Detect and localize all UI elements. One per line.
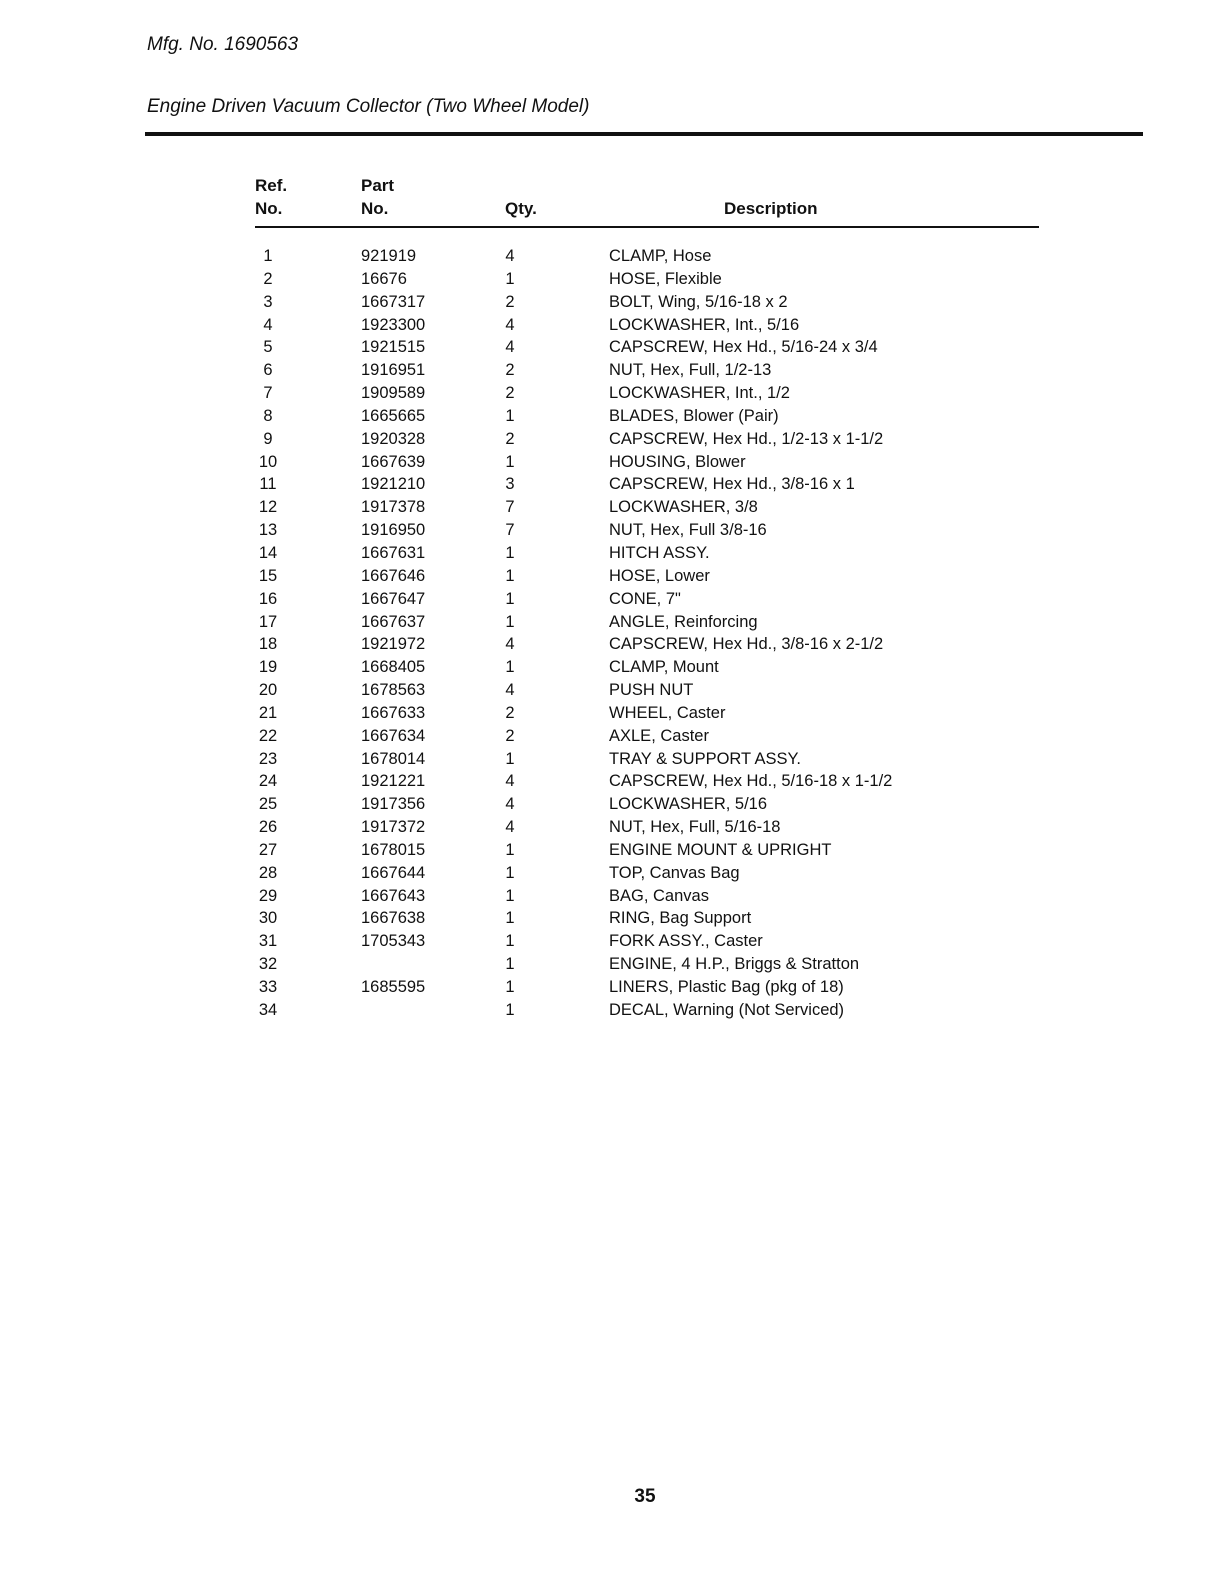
- table-row: [0, 770, 1218, 793]
- qty-cell: 3: [505, 475, 515, 494]
- description-cell: NUT, Hex, Full, 5/16-18: [609, 818, 781, 837]
- part-number-cell: 1917378: [361, 498, 426, 517]
- table-row: [0, 359, 1218, 382]
- description-cell: ANGLE, Reinforcing: [609, 612, 758, 631]
- description-cell: BAG, Canvas: [609, 886, 709, 905]
- qty-cell: 4: [505, 681, 515, 700]
- ref-number-cell: 19: [258, 658, 278, 677]
- title-divider: [145, 132, 1143, 136]
- ref-number-cell: 23: [258, 749, 278, 768]
- description-cell: WHEEL, Caster: [609, 703, 726, 722]
- description-cell: NUT, Hex, Full, 1/2-13: [609, 361, 772, 380]
- column-header-ref: [255, 174, 287, 220]
- qty-cell: 4: [505, 772, 515, 791]
- table-row: [0, 519, 1218, 542]
- ref-number-cell: 28: [258, 863, 278, 882]
- ref-number-cell: 11: [259, 475, 277, 494]
- description-cell: LOCKWASHER, Int., 5/16: [609, 315, 800, 334]
- table-row: [0, 268, 1218, 291]
- description-cell: TRAY & SUPPORT ASSY.: [609, 749, 801, 768]
- description-cell: NUT, Hex, Full 3/8-16: [609, 521, 767, 540]
- part-number-cell: 1920328: [361, 429, 426, 448]
- table-row: [0, 428, 1218, 451]
- description-cell: CAPSCREW, Hex Hd., 1/2-13 x 1-1/2: [609, 429, 884, 448]
- qty-cell: 1: [505, 406, 515, 425]
- table-row: [0, 999, 1218, 1022]
- qty-cell: 2: [505, 361, 515, 380]
- ref-number-cell: 30: [258, 909, 278, 928]
- table-row: [0, 976, 1218, 999]
- qty-cell: 1: [505, 955, 515, 974]
- qty-cell: 1: [505, 1000, 515, 1019]
- description-cell: RING, Bag Support: [609, 909, 752, 928]
- part-number-cell: 1667638: [361, 909, 426, 928]
- ref-number-cell: 21: [258, 703, 278, 722]
- ref-number-cell: 24: [258, 772, 278, 791]
- part-number-cell: 1667634: [361, 726, 426, 745]
- part-number-cell: 1923300: [361, 315, 426, 334]
- column-header-ref-line1: Ref.: [255, 176, 288, 195]
- description-cell: HOUSING, Blower: [609, 452, 746, 471]
- description-cell: LOCKWASHER, 3/8: [609, 498, 758, 517]
- ref-number-cell: 29: [258, 886, 278, 905]
- description-cell: CAPSCREW, Hex Hd., 5/16-24 x 3/4: [609, 338, 878, 357]
- table-row: [0, 793, 1218, 816]
- part-number-cell: 1667631: [361, 543, 426, 562]
- ref-number-cell: 12: [258, 498, 278, 517]
- part-number-cell: 1667646: [361, 566, 426, 585]
- description-cell: CONE, 7": [609, 589, 681, 608]
- table-row: [0, 702, 1218, 725]
- description-cell: CAPSCREW, Hex Hd., 3/8-16 x 1: [609, 475, 855, 494]
- ref-number-cell: 5: [263, 338, 273, 357]
- table-row: [0, 245, 1218, 268]
- ref-number-cell: 10: [258, 452, 278, 471]
- column-header-ref-line2: No.: [255, 199, 283, 218]
- qty-cell: 4: [505, 338, 515, 357]
- part-number-cell: 1909589: [361, 384, 426, 403]
- ref-number-cell: 3: [263, 292, 273, 311]
- page-title: Engine Driven Vacuum Collector (Two Wheel Model): [147, 96, 590, 117]
- mfg-number: Mfg. No. 1690563: [147, 34, 299, 55]
- part-number-cell: 1921210: [361, 475, 426, 494]
- ref-number-cell: 18: [258, 635, 278, 654]
- part-number-cell: 1667633: [361, 703, 426, 722]
- ref-number-cell: 14: [258, 543, 278, 562]
- part-number-cell: 1667317: [361, 292, 426, 311]
- parts-table: [0, 245, 1218, 1022]
- qty-cell: 4: [505, 635, 515, 654]
- description-cell: PUSH NUT: [609, 681, 694, 700]
- qty-cell: 2: [505, 384, 515, 403]
- description-cell: HITCH ASSY.: [609, 543, 710, 562]
- part-number-cell: 1665665: [361, 406, 426, 425]
- table-row: [0, 725, 1218, 748]
- part-number-cell: 1667639: [361, 452, 426, 471]
- ref-number-cell: 25: [258, 795, 278, 814]
- qty-cell: 2: [505, 429, 515, 448]
- part-number-cell: 1668405: [361, 658, 426, 677]
- part-number-cell: 1685595: [361, 978, 426, 996]
- ref-number-cell: 7: [263, 384, 273, 403]
- table-row: [0, 633, 1218, 656]
- ref-number-cell: 8: [263, 406, 273, 425]
- table-row: [0, 907, 1218, 930]
- part-number-cell: 1678014: [361, 749, 426, 768]
- table-row: [0, 839, 1218, 862]
- part-number-cell: 1916951: [361, 361, 426, 380]
- table-row: [0, 451, 1218, 474]
- description-cell: LOCKWASHER, Int., 1/2: [609, 384, 790, 403]
- part-number-cell: 1705343: [361, 932, 426, 951]
- table-row: [0, 862, 1218, 885]
- qty-cell: 1: [505, 909, 515, 928]
- qty-cell: 1: [505, 749, 515, 768]
- ref-number-cell: 17: [258, 612, 278, 631]
- description-cell: FORK ASSY., Caster: [609, 932, 763, 951]
- part-number-cell: 1667637: [361, 612, 426, 631]
- part-number-cell: 1921221: [361, 772, 426, 791]
- ref-number-cell: 20: [258, 681, 278, 700]
- ref-number-cell: 33: [258, 978, 278, 996]
- qty-cell: 1: [505, 978, 515, 996]
- table-row: [0, 382, 1218, 405]
- table-row: [0, 611, 1218, 634]
- table-row: [0, 748, 1218, 771]
- qty-cell: 7: [505, 498, 515, 517]
- description-cell: DECAL, Warning (Not Serviced): [609, 1000, 845, 1019]
- column-header-part-line1: Part: [361, 176, 395, 195]
- qty-cell: 1: [505, 658, 515, 677]
- table-row: [0, 679, 1218, 702]
- ref-number-cell: 34: [258, 1000, 278, 1019]
- part-number-cell: 1667647: [361, 589, 426, 608]
- ref-number-cell: 16: [258, 589, 278, 608]
- column-header-part: [361, 174, 394, 220]
- qty-cell: 4: [505, 818, 515, 837]
- part-number-cell: 1678015: [361, 840, 426, 859]
- description-cell: LINERS, Plastic Bag (pkg of 18): [609, 978, 844, 996]
- ref-number-cell: 1: [263, 247, 273, 265]
- description-cell: ENGINE, 4 H.P., Briggs & Stratton: [609, 955, 860, 974]
- table-row: [0, 656, 1218, 679]
- qty-cell: 1: [505, 840, 515, 859]
- part-number-cell: 1667643: [361, 886, 426, 905]
- qty-cell: 1: [505, 612, 515, 631]
- qty-cell: 1: [505, 566, 515, 585]
- ref-number-cell: 4: [263, 315, 273, 334]
- table-row: [0, 885, 1218, 908]
- description-cell: BLADES, Blower (Pair): [609, 406, 779, 425]
- description-cell: CLAMP, Mount: [609, 658, 719, 677]
- ref-number-cell: 2: [263, 269, 273, 288]
- description-cell: CLAMP, Hose: [609, 247, 712, 265]
- part-number-cell: 1917356: [361, 795, 426, 814]
- table-row: [0, 588, 1218, 611]
- table-row: [0, 314, 1218, 337]
- description-cell: CAPSCREW, Hex Hd., 5/16-18 x 1-1/2: [609, 772, 893, 791]
- part-number-cell: 1678563: [361, 681, 426, 700]
- ref-number-cell: 31: [258, 932, 278, 951]
- column-header-qty: Qty.: [505, 199, 537, 218]
- table-row: [0, 953, 1218, 976]
- qty-cell: 2: [505, 703, 515, 722]
- part-number-cell: 1921972: [361, 635, 426, 654]
- part-number-cell: 1921515: [361, 338, 426, 357]
- column-header-part-line2: No.: [361, 199, 389, 218]
- ref-number-cell: 22: [258, 726, 278, 745]
- qty-cell: 2: [505, 726, 515, 745]
- table-row: [0, 565, 1218, 588]
- qty-cell: 1: [505, 543, 515, 562]
- qty-cell: 4: [505, 315, 515, 334]
- ref-number-cell: 6: [263, 361, 273, 380]
- qty-cell: 1: [505, 589, 515, 608]
- description-cell: HOSE, Lower: [609, 566, 710, 585]
- qty-cell: 1: [505, 269, 515, 288]
- ref-number-cell: 32: [258, 955, 278, 974]
- qty-cell: 1: [505, 886, 515, 905]
- ref-number-cell: 9: [263, 429, 273, 448]
- description-cell: BOLT, Wing, 5/16-18 x 2: [609, 292, 788, 311]
- qty-cell: 4: [505, 795, 515, 814]
- part-number-cell: 1917372: [361, 818, 426, 837]
- table-row: [0, 336, 1218, 359]
- part-number-cell: 921919: [361, 247, 417, 265]
- table-row: [0, 473, 1218, 496]
- description-cell: AXLE, Caster: [609, 726, 709, 745]
- ref-number-cell: 27: [258, 840, 278, 859]
- table-row: [0, 496, 1218, 519]
- description-cell: HOSE, Flexible: [609, 269, 722, 288]
- qty-cell: 4: [505, 247, 515, 265]
- qty-cell: 2: [505, 292, 515, 311]
- table-row: [0, 930, 1218, 953]
- qty-cell: 1: [505, 932, 515, 951]
- part-number-cell: 16676: [361, 269, 407, 288]
- table-row: [0, 291, 1218, 314]
- table-row: [0, 542, 1218, 565]
- page-number: 35: [634, 1486, 656, 1507]
- ref-number-cell: 15: [258, 566, 278, 585]
- description-cell: TOP, Canvas Bag: [609, 863, 740, 882]
- description-cell: CAPSCREW, Hex Hd., 3/8-16 x 2-1/2: [609, 635, 884, 654]
- qty-cell: 1: [505, 863, 515, 882]
- table-row: [0, 816, 1218, 839]
- qty-cell: 1: [505, 452, 515, 471]
- table-row: [0, 405, 1218, 428]
- part-number-cell: 1916950: [361, 521, 426, 540]
- ref-number-cell: 13: [258, 521, 278, 540]
- column-header-description: Description: [724, 199, 818, 218]
- part-number-cell: 1667644: [361, 863, 426, 882]
- ref-number-cell: 26: [258, 818, 278, 837]
- description-cell: LOCKWASHER, 5/16: [609, 795, 768, 814]
- description-cell: ENGINE MOUNT & UPRIGHT: [609, 840, 832, 859]
- qty-cell: 7: [505, 521, 515, 540]
- header-divider: [255, 226, 1039, 228]
